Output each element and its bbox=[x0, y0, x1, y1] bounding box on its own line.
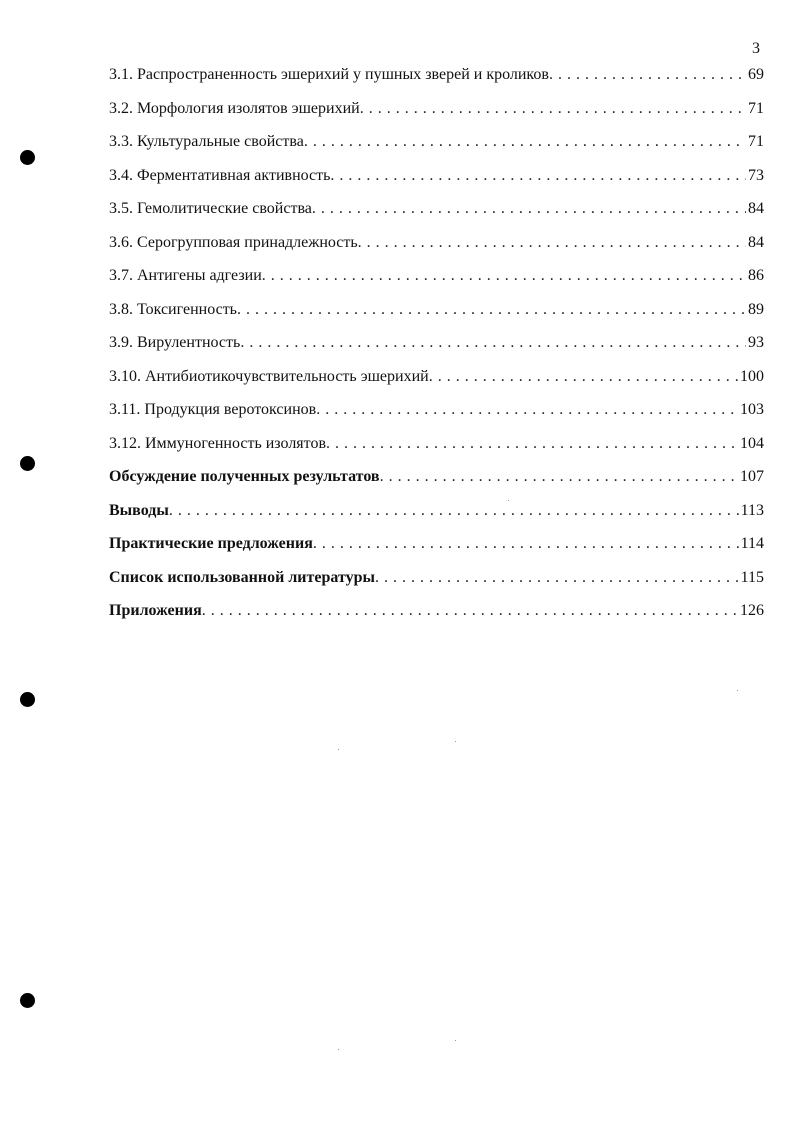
scan-speck bbox=[338, 1049, 339, 1050]
toc-dot-leader bbox=[169, 501, 739, 521]
toc-entry-page: 114 bbox=[740, 535, 764, 552]
toc-entry bbox=[109, 233, 764, 267]
toc-entry-title: 3.5. Гемолитические свойства bbox=[109, 200, 312, 217]
toc-entry bbox=[109, 132, 764, 166]
toc-entry-page: 89 bbox=[748, 300, 764, 318]
binder-hole-icon bbox=[20, 993, 35, 1008]
toc-entry bbox=[109, 601, 764, 635]
toc-entry bbox=[109, 400, 764, 434]
toc-entry-title: Обсуждение полученных результатов bbox=[109, 468, 380, 485]
toc-dot-leader bbox=[237, 300, 746, 320]
toc-entry-page: 71 bbox=[748, 99, 764, 117]
toc-entry bbox=[109, 333, 764, 367]
toc-entry-title: 3.3. Культуральные свойства bbox=[109, 133, 304, 150]
toc-dot-leader bbox=[330, 166, 746, 186]
binder-hole-icon bbox=[20, 456, 35, 471]
toc-entry-title: 3.4. Ферментативная активность bbox=[109, 166, 331, 184]
toc-dot-leader bbox=[240, 333, 746, 353]
toc-entry-page: 73 bbox=[748, 166, 764, 184]
toc-entry-page: 107 bbox=[740, 468, 764, 485]
toc-entry bbox=[109, 434, 764, 468]
toc-entry-title: 3.12. Иммуногенность изолятов bbox=[109, 434, 326, 452]
toc-entry-page: 86 bbox=[748, 267, 764, 284]
toc-entry-title: 3.8. Токсигенность bbox=[109, 300, 237, 318]
toc-entry-page: 71 bbox=[748, 133, 764, 150]
toc-dot-leader bbox=[316, 400, 738, 420]
toc-entry bbox=[109, 467, 764, 501]
scan-speck bbox=[455, 741, 456, 742]
toc-entry-page: 84 bbox=[748, 233, 764, 251]
toc-dot-leader bbox=[312, 199, 746, 219]
toc-entry bbox=[109, 367, 764, 401]
toc-entry-page: 69 bbox=[748, 66, 764, 83]
toc-entry bbox=[109, 501, 764, 535]
toc-entry-page: 103 bbox=[740, 401, 764, 418]
toc-entry bbox=[109, 534, 764, 568]
toc-dot-leader bbox=[380, 467, 738, 487]
toc-entry bbox=[109, 99, 764, 133]
toc-entry-page: 104 bbox=[740, 434, 764, 452]
toc-entry bbox=[109, 65, 764, 99]
page-number: 3 bbox=[752, 40, 760, 57]
scan-speck bbox=[338, 749, 339, 750]
toc-entry-title: 3.1. Распространенность эшерихий у пушных зверей и кроликов bbox=[109, 66, 549, 83]
toc-dot-leader bbox=[358, 233, 746, 253]
toc-entry bbox=[109, 199, 764, 233]
toc-entry bbox=[109, 166, 764, 200]
toc-entry-title: Список использованной литературы bbox=[109, 568, 375, 586]
toc-dot-leader bbox=[375, 568, 739, 588]
toc-entry-title: 3.9. Вирулентность bbox=[109, 334, 241, 351]
toc-dot-leader bbox=[313, 534, 739, 554]
table-of-contents bbox=[109, 65, 764, 635]
binder-hole-icon bbox=[20, 150, 35, 165]
toc-entry-page: 126 bbox=[740, 602, 764, 619]
toc-dot-leader bbox=[202, 601, 738, 621]
toc-dot-leader bbox=[360, 99, 746, 119]
toc-entry bbox=[109, 568, 764, 602]
toc-entry-page: 100 bbox=[740, 367, 764, 385]
toc-entry-page: 93 bbox=[748, 334, 764, 351]
toc-dot-leader bbox=[429, 367, 738, 387]
toc-entry-page: 84 bbox=[748, 200, 764, 217]
binder-hole-icon bbox=[20, 692, 35, 707]
toc-dot-leader bbox=[262, 266, 746, 286]
toc-entry-title: Приложения bbox=[109, 602, 202, 619]
scan-speck bbox=[455, 1040, 456, 1041]
toc-dot-leader bbox=[549, 65, 746, 85]
toc-entry-title: 3.7. Антигены адгезии bbox=[109, 267, 262, 284]
toc-entry bbox=[109, 266, 764, 300]
scan-speck bbox=[737, 690, 738, 691]
toc-entry-title: 3.10. Антибиотикочувствительность эшерихий bbox=[109, 367, 429, 385]
toc-entry-title: Практические предложения bbox=[109, 535, 313, 552]
toc-entry-title: Выводы bbox=[109, 501, 169, 519]
toc-entry-page: 113 bbox=[740, 501, 764, 519]
toc-entry-title: 3.6. Серогрупповая принадлежность bbox=[109, 233, 358, 251]
toc-dot-leader bbox=[326, 434, 738, 454]
toc-entry-page: 115 bbox=[740, 568, 764, 586]
toc-dot-leader bbox=[304, 132, 746, 152]
toc-entry-title: 3.11. Продукция веротоксинов bbox=[109, 401, 317, 418]
toc-entry-title: 3.2. Морфология изолятов эшерихий bbox=[109, 99, 360, 117]
toc-entry bbox=[109, 300, 764, 334]
